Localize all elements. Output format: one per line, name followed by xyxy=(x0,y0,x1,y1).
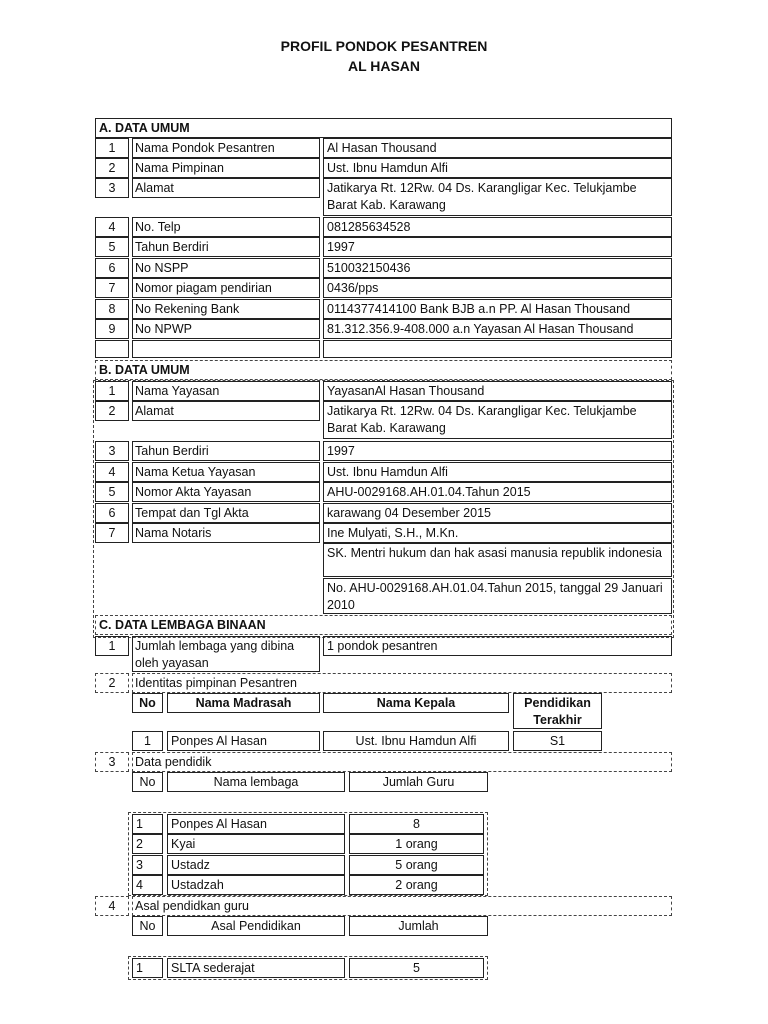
field-label: No NPWP xyxy=(135,322,192,336)
field-value: SK. Mentri hukum dan hak asasi manusia republik indonesia xyxy=(327,546,662,560)
field-value: 0436/pps xyxy=(327,281,379,295)
row-number: 5 xyxy=(108,485,116,499)
page-subtitle: AL HASAN xyxy=(347,58,421,74)
row-label-cell xyxy=(132,340,320,358)
table-cell-text: Kyai xyxy=(171,837,196,851)
table-cell-text: Ust. Ibnu Hamdun Alfi xyxy=(355,734,477,748)
row-value-cell xyxy=(323,340,672,358)
field-value: Ust. Ibnu Hamdun Alfi xyxy=(327,465,448,479)
section-b-heading: B. DATA UMUM xyxy=(99,363,190,377)
row-number: 2 xyxy=(108,161,116,175)
section-c-heading: C. DATA LEMBAGA BINAAN xyxy=(99,618,266,632)
table-cell-text: 1 orang xyxy=(395,837,438,851)
row-number: 5 xyxy=(108,240,116,254)
table-cell-text: Ustadzah xyxy=(171,878,224,892)
row-number: 9 xyxy=(108,322,116,336)
table-cell-text: 1 xyxy=(136,961,143,975)
row-number: 7 xyxy=(108,281,116,295)
field-value: Ust. Ibnu Hamdun Alfi xyxy=(327,161,448,175)
field-value: 81.312.356.9-408.000 a.n Yayasan Al Hasan Thousand xyxy=(327,322,634,336)
field-value: AHU-0029168.AH.01.04.Tahun 2015 xyxy=(327,485,531,499)
field-value: YayasanAl Hasan Thousand xyxy=(327,384,485,398)
field-value: No. AHU-0029168.AH.01.04.Tahun 2015, tanggal 29 Januari 2010 xyxy=(327,581,663,612)
row-number: 8 xyxy=(108,302,116,316)
table-cell-text: 5 xyxy=(413,961,420,975)
field-label: Alamat xyxy=(135,404,174,418)
row-number: 1 xyxy=(108,141,116,155)
row-number: 3 xyxy=(108,181,116,195)
field-value: 1997 xyxy=(327,444,355,458)
field-value: Jatikarya Rt. 12Rw. 04 Ds. Karangligar Kec. Telukjambe Barat Kab. Karawang xyxy=(327,181,637,212)
field-label: No Rekening Bank xyxy=(135,302,240,316)
item-label: Data pendidik xyxy=(135,755,212,769)
field-label: Nomor piagam pendirian xyxy=(135,281,272,295)
field-label: Nama Yayasan xyxy=(135,384,220,398)
field-value: 510032150436 xyxy=(327,261,411,275)
column-header: No xyxy=(139,775,156,789)
table-cell-text: Ponpes Al Hasan xyxy=(171,734,267,748)
field-label: Nomor Akta Yayasan xyxy=(135,485,252,499)
row-value-cell xyxy=(323,441,672,461)
item-label: Identitas pimpinan Pesantren xyxy=(135,676,297,690)
column-header: Pendidikan Terakhir xyxy=(524,696,591,727)
column-header: Jumlah xyxy=(398,919,439,933)
table-cell-text: 2 xyxy=(136,837,143,851)
row-number: 2 xyxy=(108,404,116,418)
column-header: No xyxy=(139,919,156,933)
row-no-cell xyxy=(95,340,129,358)
row-number: 6 xyxy=(108,506,116,520)
table-cell-text: Ponpes Al Hasan xyxy=(171,817,267,831)
table-cell-text: 1 xyxy=(136,817,143,831)
field-label: Nama Pondok Pesantren xyxy=(135,141,275,155)
field-label: Tempat dan Tgl Akta xyxy=(135,506,249,520)
table-cell-text: 8 xyxy=(413,817,420,831)
row-number: 1 xyxy=(108,384,116,398)
field-label: Nama Ketua Yayasan xyxy=(135,465,256,479)
row-number: 3 xyxy=(108,444,116,458)
row-number: 1 xyxy=(108,639,116,653)
table-cell-text: 3 xyxy=(136,858,143,872)
row-number: 3 xyxy=(108,755,116,769)
field-value: Jatikarya Rt. 12Rw. 04 Ds. Karangligar Kec. Telukjambe Barat Kab. Karawang xyxy=(327,404,637,435)
table-cell-text: 4 xyxy=(136,878,143,892)
field-label: Tahun Berdiri xyxy=(135,444,209,458)
field-value: 0114377414100 Bank BJB a.n PP. Al Hasan Thousand xyxy=(327,302,631,316)
field-value: karawang 04 Desember 2015 xyxy=(327,506,491,520)
field-label: No. Telp xyxy=(135,220,181,234)
column-header: Jumlah Guru xyxy=(382,775,455,789)
table-cell-text: SLTA sederajat xyxy=(171,961,255,975)
page-title: PROFIL PONDOK PESANTREN xyxy=(280,38,488,54)
field-label: Alamat xyxy=(135,181,174,195)
table-cell-text: S1 xyxy=(549,734,566,748)
field-label: Tahun Berdiri xyxy=(135,240,209,254)
field-label: Nama Notaris xyxy=(135,526,212,540)
field-value: Al Hasan Thousand xyxy=(327,141,437,155)
section-a-heading: A. DATA UMUM xyxy=(99,121,190,135)
row-number: 4 xyxy=(108,465,116,479)
field-label: No NSPP xyxy=(135,261,189,275)
row-number: 7 xyxy=(108,526,116,540)
row-value-cell xyxy=(323,237,672,257)
column-header: Nama Madrasah xyxy=(195,696,292,710)
row-number: 2 xyxy=(108,676,116,690)
table-cell-text: 5 orang xyxy=(395,858,438,872)
row-number: 4 xyxy=(108,220,116,234)
column-header: Asal Pendidikan xyxy=(211,919,301,933)
table-cell-text: 1 xyxy=(144,734,151,748)
column-header: Nama Kepala xyxy=(376,696,456,710)
field-value: Ine Mulyati, S.H., M.Kn. xyxy=(327,526,459,540)
item-label: Asal pendidkan guru xyxy=(135,899,249,913)
field-value: 1997 xyxy=(327,240,355,254)
column-header: Nama lembaga xyxy=(213,775,299,789)
field-value: 081285634528 xyxy=(327,220,411,234)
column-header: No xyxy=(139,696,156,710)
field-value: 1 pondok pesantren xyxy=(327,639,438,653)
row-number: 4 xyxy=(108,899,116,913)
row-number: 6 xyxy=(108,261,116,275)
field-label: Jumlah lembaga yang dibina oleh yayasan xyxy=(135,639,295,670)
table-cell-text: Ustadz xyxy=(171,858,210,872)
table-cell-text: 2 orang xyxy=(395,878,438,892)
field-label: Nama Pimpinan xyxy=(135,161,224,175)
